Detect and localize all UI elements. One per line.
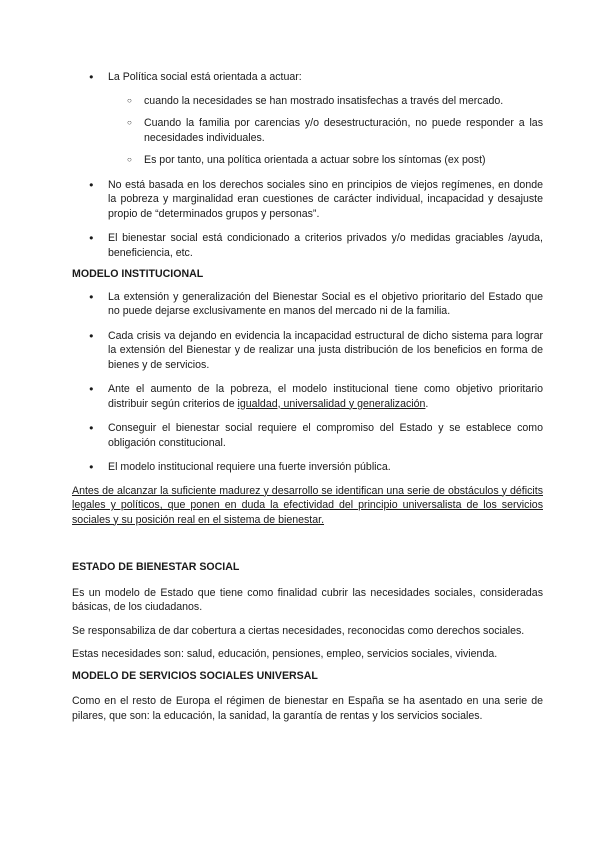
bullet-item: ● No está basada en los derechos sociales sino en principios de viejos regímenes, en donde la pobreza y marginalidad eran cuestiones de carácter individual, incapacidad y desajuste propio de “determinados grupos y personas”. (72, 178, 543, 222)
bullet-text: La Política social está orientada a actuar: (108, 71, 302, 83)
bullet-text: Ante el aumento de la pobreza, el modelo institucional tiene como objetivo prioritario distribuir según criterios de (108, 383, 543, 410)
institucional-bullet-list (72, 290, 543, 475)
paragraph: Estas necesidades son: salud, educación, pensiones, empleo, servicios sociales, vivienda. (72, 648, 498, 660)
bullet-item: ● El modelo institucional requiere una fuerte inversión pública. (72, 460, 543, 475)
underlined-phrase: igualdad, universalidad y generalización (237, 397, 426, 410)
section1-bullet-list (72, 70, 543, 260)
bullet-item (72, 382, 543, 411)
bullet-item: ● Cada crisis va dejando en evidencia la incapacidad estructural de dicho sistema para lograr la extensión del Bienestar y de realizar una justa distribución de los beneficios en forma de bienes y de servicios. (72, 329, 543, 373)
paragraph: Es un modelo de Estado que tiene como finalidad cubrir las necesidades sociales, consideradas básicas, de los ciudadanos. (72, 586, 543, 613)
section-heading-modelo-institucional: MODELO INSTITUCIONAL (72, 268, 204, 280)
sub-bullet-item: ○ Es por tanto, una política orientada a actuar sobre los síntomas (ex post) (108, 153, 543, 168)
bullet-item: ● El bienestar social está condicionado a criterios privados y/o medidas graciables /ayuda, beneficiencia, etc. (72, 231, 543, 260)
sub-bullet-item: ○ Cuando la familia por carencias y/o desestructuración, no puede responder a las necesidades individuales. (108, 116, 543, 145)
paragraph: Se responsabiliza de dar cobertura a ciertas necesidades, reconocidas como derechos sociales. (72, 624, 525, 637)
bullet-item: ● La extensión y generalización del Bienestar Social es el objetivo prioritario del Estado que no puede dejarse exclusivamente en manos del mercado ni de la familia. (72, 290, 543, 319)
sub-bullet-list (108, 94, 543, 168)
section-heading-modelo-universal: MODELO DE SERVICIOS SOCIALES UNIVERSAL (72, 669, 318, 682)
bullet-text-end: . (425, 397, 429, 410)
bullet-item (72, 70, 543, 168)
section-heading-estado-bienestar: ESTADO DE BIENESTAR SOCIAL (72, 561, 240, 573)
bullet-item: ● Conseguir el bienestar social requiere el compromiso del Estado y se establece como obligación constitucional. (72, 421, 543, 450)
paragraph: Como en el resto de Europa el régimen de bienestar en España se ha asentado en una serie de pilares, que son: la educación, la sanidad, la garantía de rentas y los servicios sociales. (72, 695, 543, 722)
underlined-paragraph: Antes de alcanzar la suficiente madurez y desarrollo se identifican una serie de obstáculos y déficits legales y políticos, que ponen en duda la efectividad del principio universalista de los servicios sociales y su posición real en el sistema de bienestar. (72, 484, 543, 526)
sub-bullet-item: ○ cuando la necesidades se han mostrado insatisfechas a través del mercado. (108, 94, 543, 109)
